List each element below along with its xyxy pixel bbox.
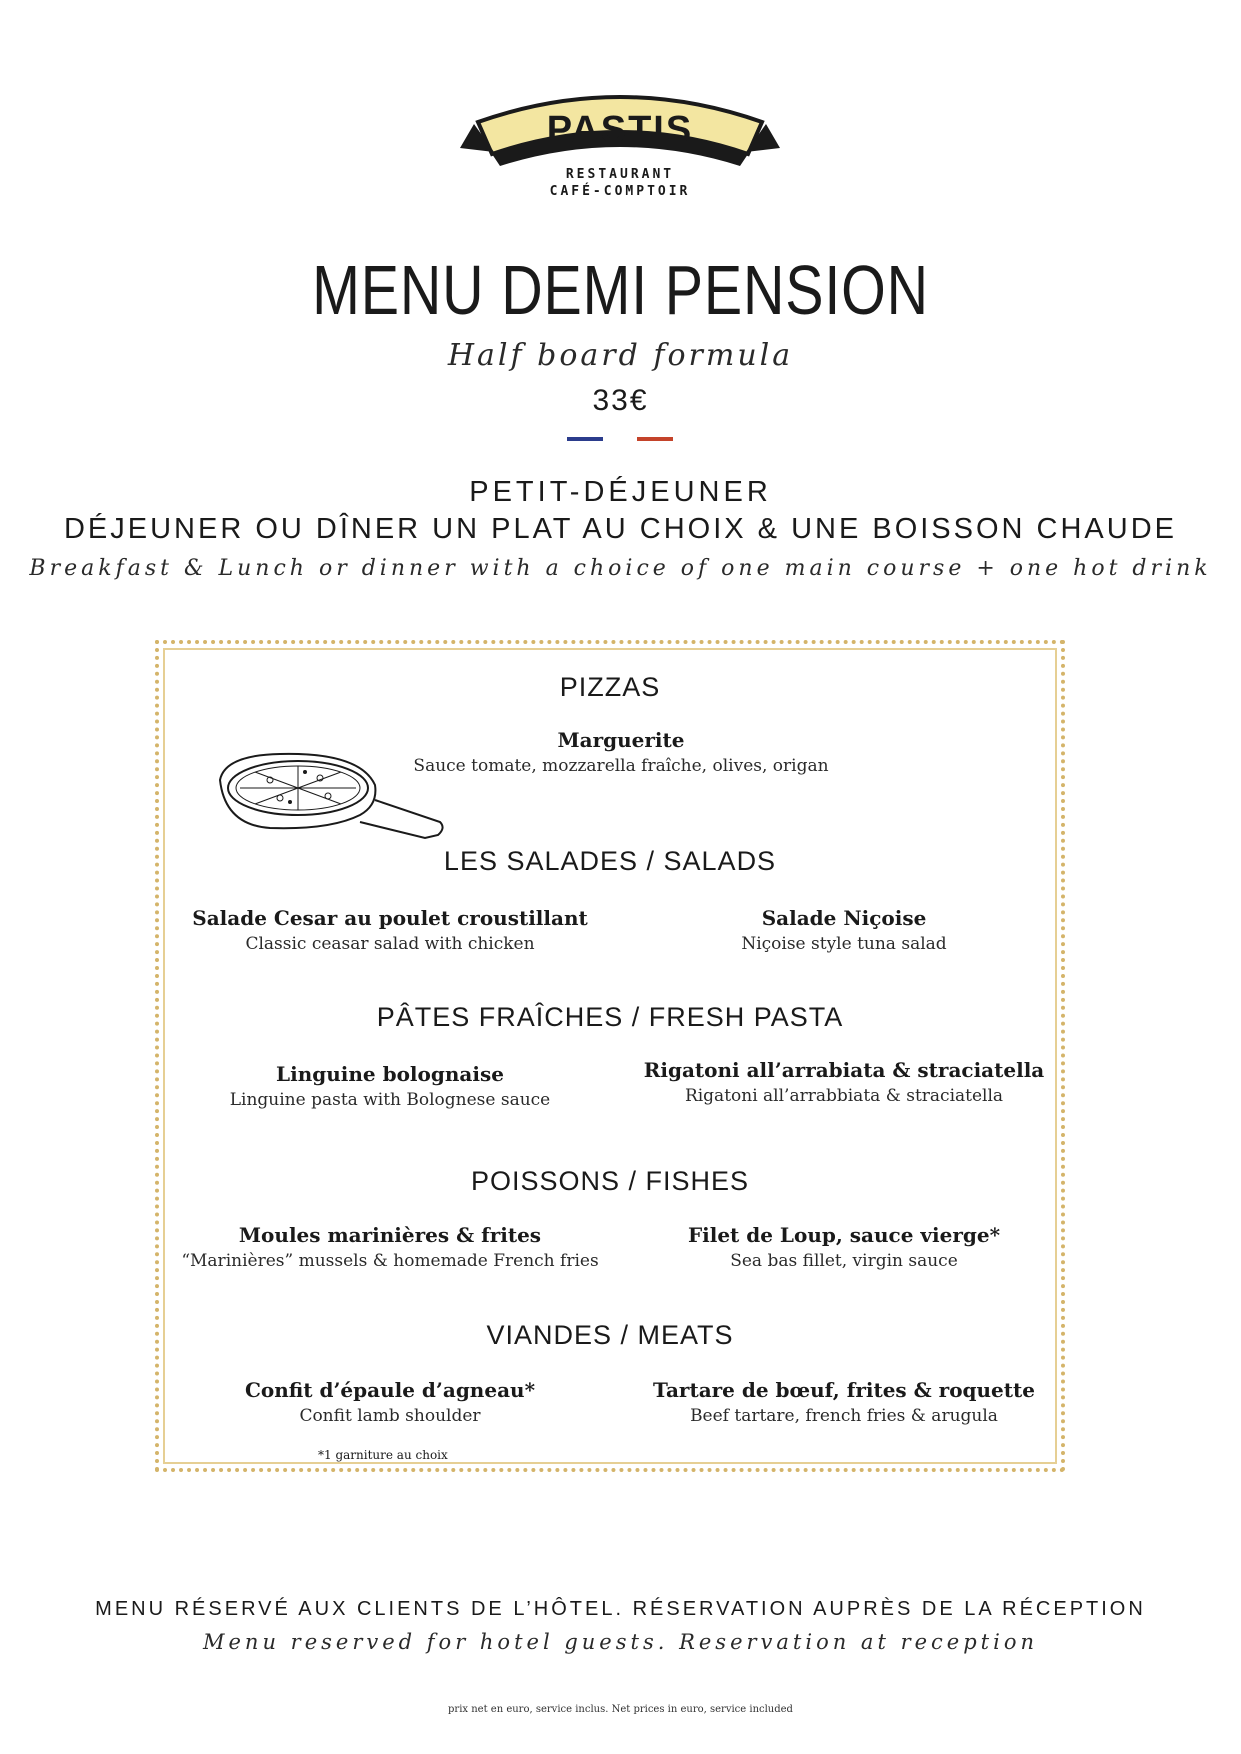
dish-salade-nicoise (634, 906, 1054, 954)
logo-wordmark: PASTIS (546, 109, 694, 151)
dish-name: Marguerite (557, 728, 685, 752)
page-subtitle: Half board formula (447, 338, 794, 373)
section-title-pasta: PÂTES FRAÎCHES / FRESH PASTA (376, 1002, 844, 1032)
pastis-logo (460, 80, 780, 198)
flag-blue-bar (567, 437, 603, 441)
dish-rigatoni (634, 1058, 1054, 1106)
dish-desc: Beef tartare, french fries & arugula (690, 1406, 998, 1426)
logo-line1: RESTAURANT (565, 167, 675, 182)
logo-line2: CAFÉ-COMPTOIR (549, 184, 691, 198)
intro-line3: Breakfast & Lunch or dinner with a choice of one main course + one hot drink (29, 556, 1212, 581)
dish-name: Salade Cesar au poulet croustillant (192, 906, 588, 930)
dish-name: Filet de Loup, sauce vierge* (687, 1223, 1001, 1247)
intro-line1: PETIT-DÉJEUNER (469, 476, 772, 508)
dish-filet-loup (634, 1223, 1054, 1271)
footer-line1: MENU RÉSERVÉ AUX CLIENTS DE L’HÔTEL. RÉSERVATION AUPRÈS DE LA RÉCEPTION (95, 1598, 1146, 1620)
section-title-meats: VIANDES / MEATS (486, 1320, 734, 1350)
dish-marguerite (411, 728, 831, 776)
dish-desc: Sea bas fillet, virgin sauce (730, 1251, 958, 1271)
dish-desc: “Marinières” mussels & homemade French fries (181, 1251, 599, 1271)
intro-line2: DÉJEUNER OU DÎNER UN PLAT AU CHOIX & UNE BOISSON CHAUDE (63, 513, 1178, 545)
dish-desc: Linguine pasta with Bolognese sauce (229, 1090, 551, 1110)
dish-name: Rigatoni all’arrabiata & straciatella (643, 1058, 1045, 1082)
dish-linguine (180, 1062, 600, 1110)
section-title-pizzas: PIZZAS (559, 672, 661, 702)
dish-desc: Confit lamb shoulder (299, 1406, 481, 1426)
dish-name: Tartare de bœuf, frites & roquette (652, 1378, 1035, 1402)
dish-name: Linguine bolognaise (276, 1062, 504, 1086)
section-title-salads: LES SALADES / SALADS (443, 846, 777, 876)
dish-desc: Niçoise style tuna salad (741, 934, 947, 954)
footer-line2: Menu reserved for hotel guests. Reservation at reception (203, 1630, 1038, 1654)
page-title: MENU DEMI PENSION (312, 251, 929, 329)
dish-desc: Sauce tomate, mozzarella fraîche, olives, origan (413, 756, 829, 776)
section-title-fish: POISSONS / FISHES (470, 1166, 750, 1196)
dish-moules (180, 1223, 600, 1271)
dish-desc: Rigatoni all’arrabbiata & straciatella (684, 1086, 1004, 1106)
dish-tartare (634, 1378, 1054, 1426)
flag-red-bar (637, 437, 673, 441)
pizza-board-icon (210, 750, 450, 845)
dish-name: Confit d’épaule d’agneau* (244, 1378, 536, 1402)
footer-line3: prix net en euro, service inclus. Net prices in euro, service included (448, 1704, 793, 1715)
dish-confit-agneau (180, 1378, 600, 1426)
garnish-note: *1 garniture au choix (318, 1448, 448, 1462)
dish-name: Salade Niçoise (761, 906, 927, 930)
dish-salade-cesar (180, 906, 600, 954)
dish-name: Moules marinières & frites (238, 1223, 542, 1247)
dish-desc: Classic ceasar salad with chicken (245, 934, 535, 954)
price: 33€ (592, 384, 649, 417)
